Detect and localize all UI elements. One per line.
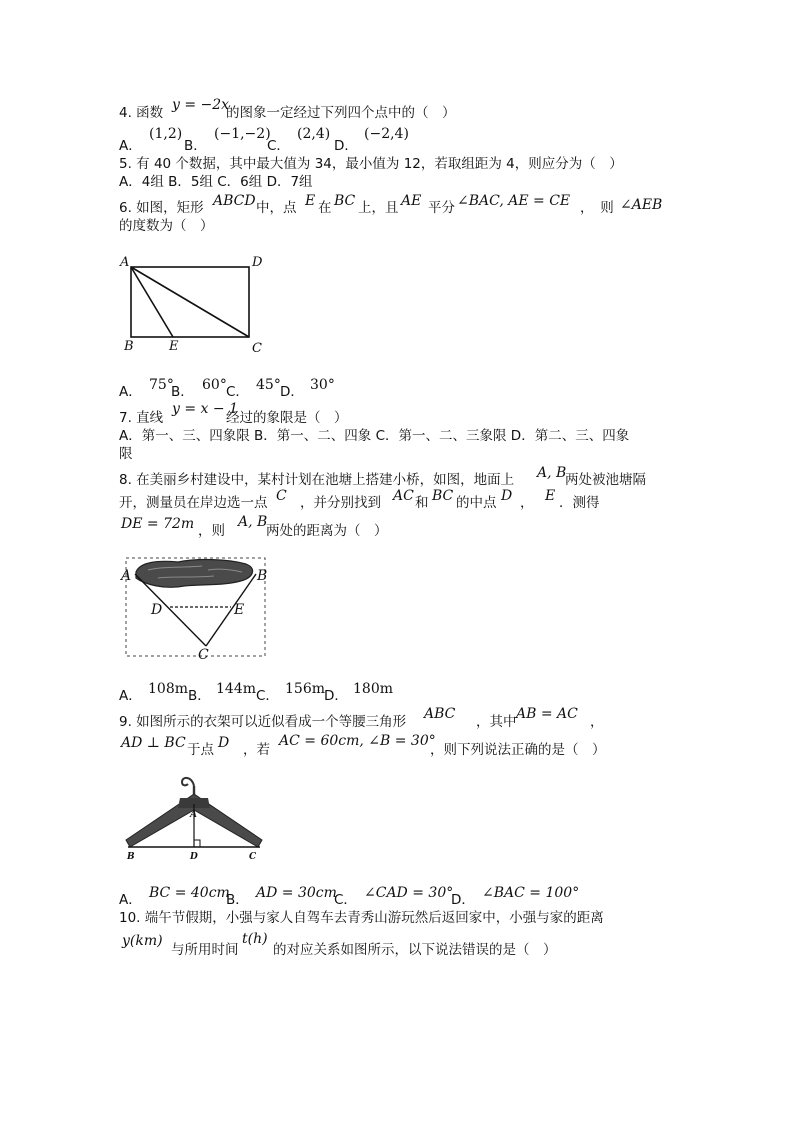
q9-fig-label-c: C [249, 852, 257, 862]
q7-options: A．第一、三、四象限 B．第一、二、四象 C．第一、二、三象限 D．第二、三、四象 [119, 428, 630, 444]
q9-stem-line2-b: ，若 [243, 742, 270, 758]
q6-option-c: 45° [256, 377, 281, 393]
q9-math-condition: AC = 60cm, ∠B = 30° [279, 733, 436, 749]
q4-stem: 4. 函数 [119, 105, 164, 121]
q6-math-bc: BC [334, 193, 356, 209]
q8-option-c-label: C． [256, 688, 279, 704]
q8-math-e: E [545, 488, 556, 504]
q7-options-wrap: 限 [119, 446, 133, 462]
q6-option-b: 60° [202, 377, 227, 393]
q6-fig-label-a: A [120, 255, 130, 270]
q7-stem-tail: 经过的象限是（ ） [226, 410, 348, 426]
q4-option-c: (2,4) [297, 126, 331, 142]
q10-math-y: y(km) [122, 933, 163, 949]
q8-math-de: DE = 72m [121, 516, 195, 532]
q6-stem-2: 中，点 [256, 200, 297, 216]
q6-rectangle-figure [118, 252, 278, 360]
q4-formula: y = −2x [172, 97, 230, 113]
q9-hanger-figure [118, 774, 270, 864]
q9-stem-line1-c: ， [590, 714, 604, 730]
q6-fig-label-e: E [169, 339, 179, 354]
q8-option-a-label: A． [119, 688, 142, 704]
q8-math-c: C [276, 488, 287, 504]
q8-fig-label-b: B [257, 568, 268, 584]
q8-math-d: D [501, 488, 513, 504]
q9-option-c: ∠CAD = 30° [364, 885, 454, 901]
q8-stem-line1-tail: 两处被池塘隔 [565, 472, 646, 488]
q8-stem-line2-d: 的中点 [456, 495, 497, 511]
q4-option-c-label: C． [267, 138, 290, 154]
q10-stem-line2-tail: 的对应关系如图所示，以下说法错误的是（ ） [273, 942, 557, 958]
q8-option-a: 108m [148, 681, 188, 697]
q9-fig-label-b: B [127, 852, 135, 862]
q9-option-c-label: C． [334, 892, 357, 908]
q9-option-d: ∠BAC = 100° [482, 885, 580, 901]
q8-math-bc: BC [432, 488, 454, 504]
q4-stem-tail: 的图象一定经过下列四个点中的（ ） [226, 105, 456, 121]
q5-options: A．4组 B．5组 C．6组 D．7组 [119, 174, 313, 190]
q8-math-ab: A, B [537, 465, 567, 481]
q6-math-e: E [305, 193, 316, 209]
q8-fig-label-d: D [151, 602, 163, 618]
q4-option-b: (−1,−2) [214, 126, 271, 142]
q8-stem-line2: 开，测量员在岸边选一点 [119, 495, 268, 511]
q6-option-b-label: B． [171, 384, 194, 400]
q6-fig-label-c: C [252, 341, 262, 356]
q9-option-a-label: A． [119, 892, 142, 908]
q4-option-d-label: D． [334, 138, 358, 154]
q9-math-ad-bc: AD ⊥ BC [121, 735, 186, 751]
q9-fig-label-a: A [190, 810, 197, 820]
q8-option-d-label: D． [324, 688, 348, 704]
q9-option-b: AD = 30cm [256, 885, 337, 901]
q6-math-abcd: ABCD [213, 193, 256, 209]
q8-stem-line2-f: ．测得 [559, 495, 600, 511]
q6-math-ae: AE [401, 193, 422, 209]
q9-stem-line2-c: ，则下列说法正确的是（ ） [430, 742, 606, 758]
q6-option-a: 75° [149, 377, 174, 393]
q8-stem-line1: 8. 在美丽乡村建设中，某村计划在池塘上搭建小桥，如图，地面上 [119, 472, 515, 488]
q10-math-t: t(h) [242, 931, 268, 947]
q8-fig-label-e: E [234, 602, 245, 618]
q9-stem-line1: 9. 如图所示的衣架可以近似看成一个等腰三角形 [119, 714, 407, 730]
q9-option-a: BC = 40cm [149, 885, 230, 901]
q9-stem-line1-b: ，其中 [476, 714, 517, 730]
q6-fig-label-b: B [124, 339, 134, 354]
q9-option-b-label: B． [226, 892, 249, 908]
q4-option-d: (−2,4) [364, 126, 409, 142]
q9-stem-line2: 于点 [187, 742, 214, 758]
q8-fig-label-c: C [198, 647, 209, 663]
q6-stem-4: 上，且 [358, 200, 399, 216]
q8-stem-line2-c: 和 [415, 495, 429, 511]
q8-math-ac: AC [393, 488, 414, 504]
q6-fig-label-d: D [252, 255, 263, 270]
q6-math-aeb: ∠AEB [620, 197, 663, 213]
q4-option-a: (1,2) [149, 126, 183, 142]
q7-formula: y = x − 1 [172, 401, 238, 417]
q8-stem-line2-b: ，并分别找到 [300, 495, 381, 511]
q6-option-a-label: A． [119, 384, 142, 400]
q9-math-d: D [218, 735, 230, 751]
q9-option-d-label: D． [451, 892, 475, 908]
q6-option-c-label: C． [226, 384, 249, 400]
q9-math-abc: ABC [424, 706, 456, 722]
q8-stem-line2-e: ， [520, 495, 534, 511]
q5-stem: 5. 有 40 个数据，其中最大值为 34，最小值为 12，若取组距为 4，则应分为（ ） [119, 156, 623, 172]
q6-stem-6: ， 则 [580, 200, 614, 216]
q8-fig-label-a: A [121, 568, 132, 584]
q6-stem-1: 6. 如图，矩形 [119, 200, 204, 216]
q8-option-b: 144m [216, 681, 256, 697]
q9-fig-label-d: D [190, 852, 198, 862]
q8-option-d: 180m [353, 681, 393, 697]
q8-option-c: 156m [285, 681, 325, 697]
q8-option-b-label: B． [188, 688, 211, 704]
q8-pond-figure [118, 556, 270, 662]
q8-stem-line3-tail: 两处的距离为（ ） [266, 523, 388, 539]
q9-math-ab-ac: AB = AC [516, 706, 578, 722]
q8-math-ab-2: A, B [238, 514, 268, 530]
q10-stem-line1: 10. 端午节假期，小强与家人自驾车去青秀山游玩然后返回家中，小强与家的距离 [119, 910, 604, 926]
q4-option-b-label: B． [184, 138, 207, 154]
q6-option-d-label: D． [280, 384, 304, 400]
q4-option-a-label: A． [119, 138, 142, 154]
q6-stem-line2: 的度数为（ ） [119, 218, 214, 234]
q6-option-d: 30° [310, 377, 335, 393]
q10-stem-line2: 与所用时间 [171, 942, 239, 958]
q6-math-condition: ∠BAC, AE = CE [457, 193, 571, 209]
q7-stem: 7. 直线 [119, 410, 164, 426]
q6-stem-3: 在 [318, 200, 332, 216]
q8-stem-line3: ，则 [198, 523, 225, 539]
q6-stem-5: 平分 [428, 200, 455, 216]
